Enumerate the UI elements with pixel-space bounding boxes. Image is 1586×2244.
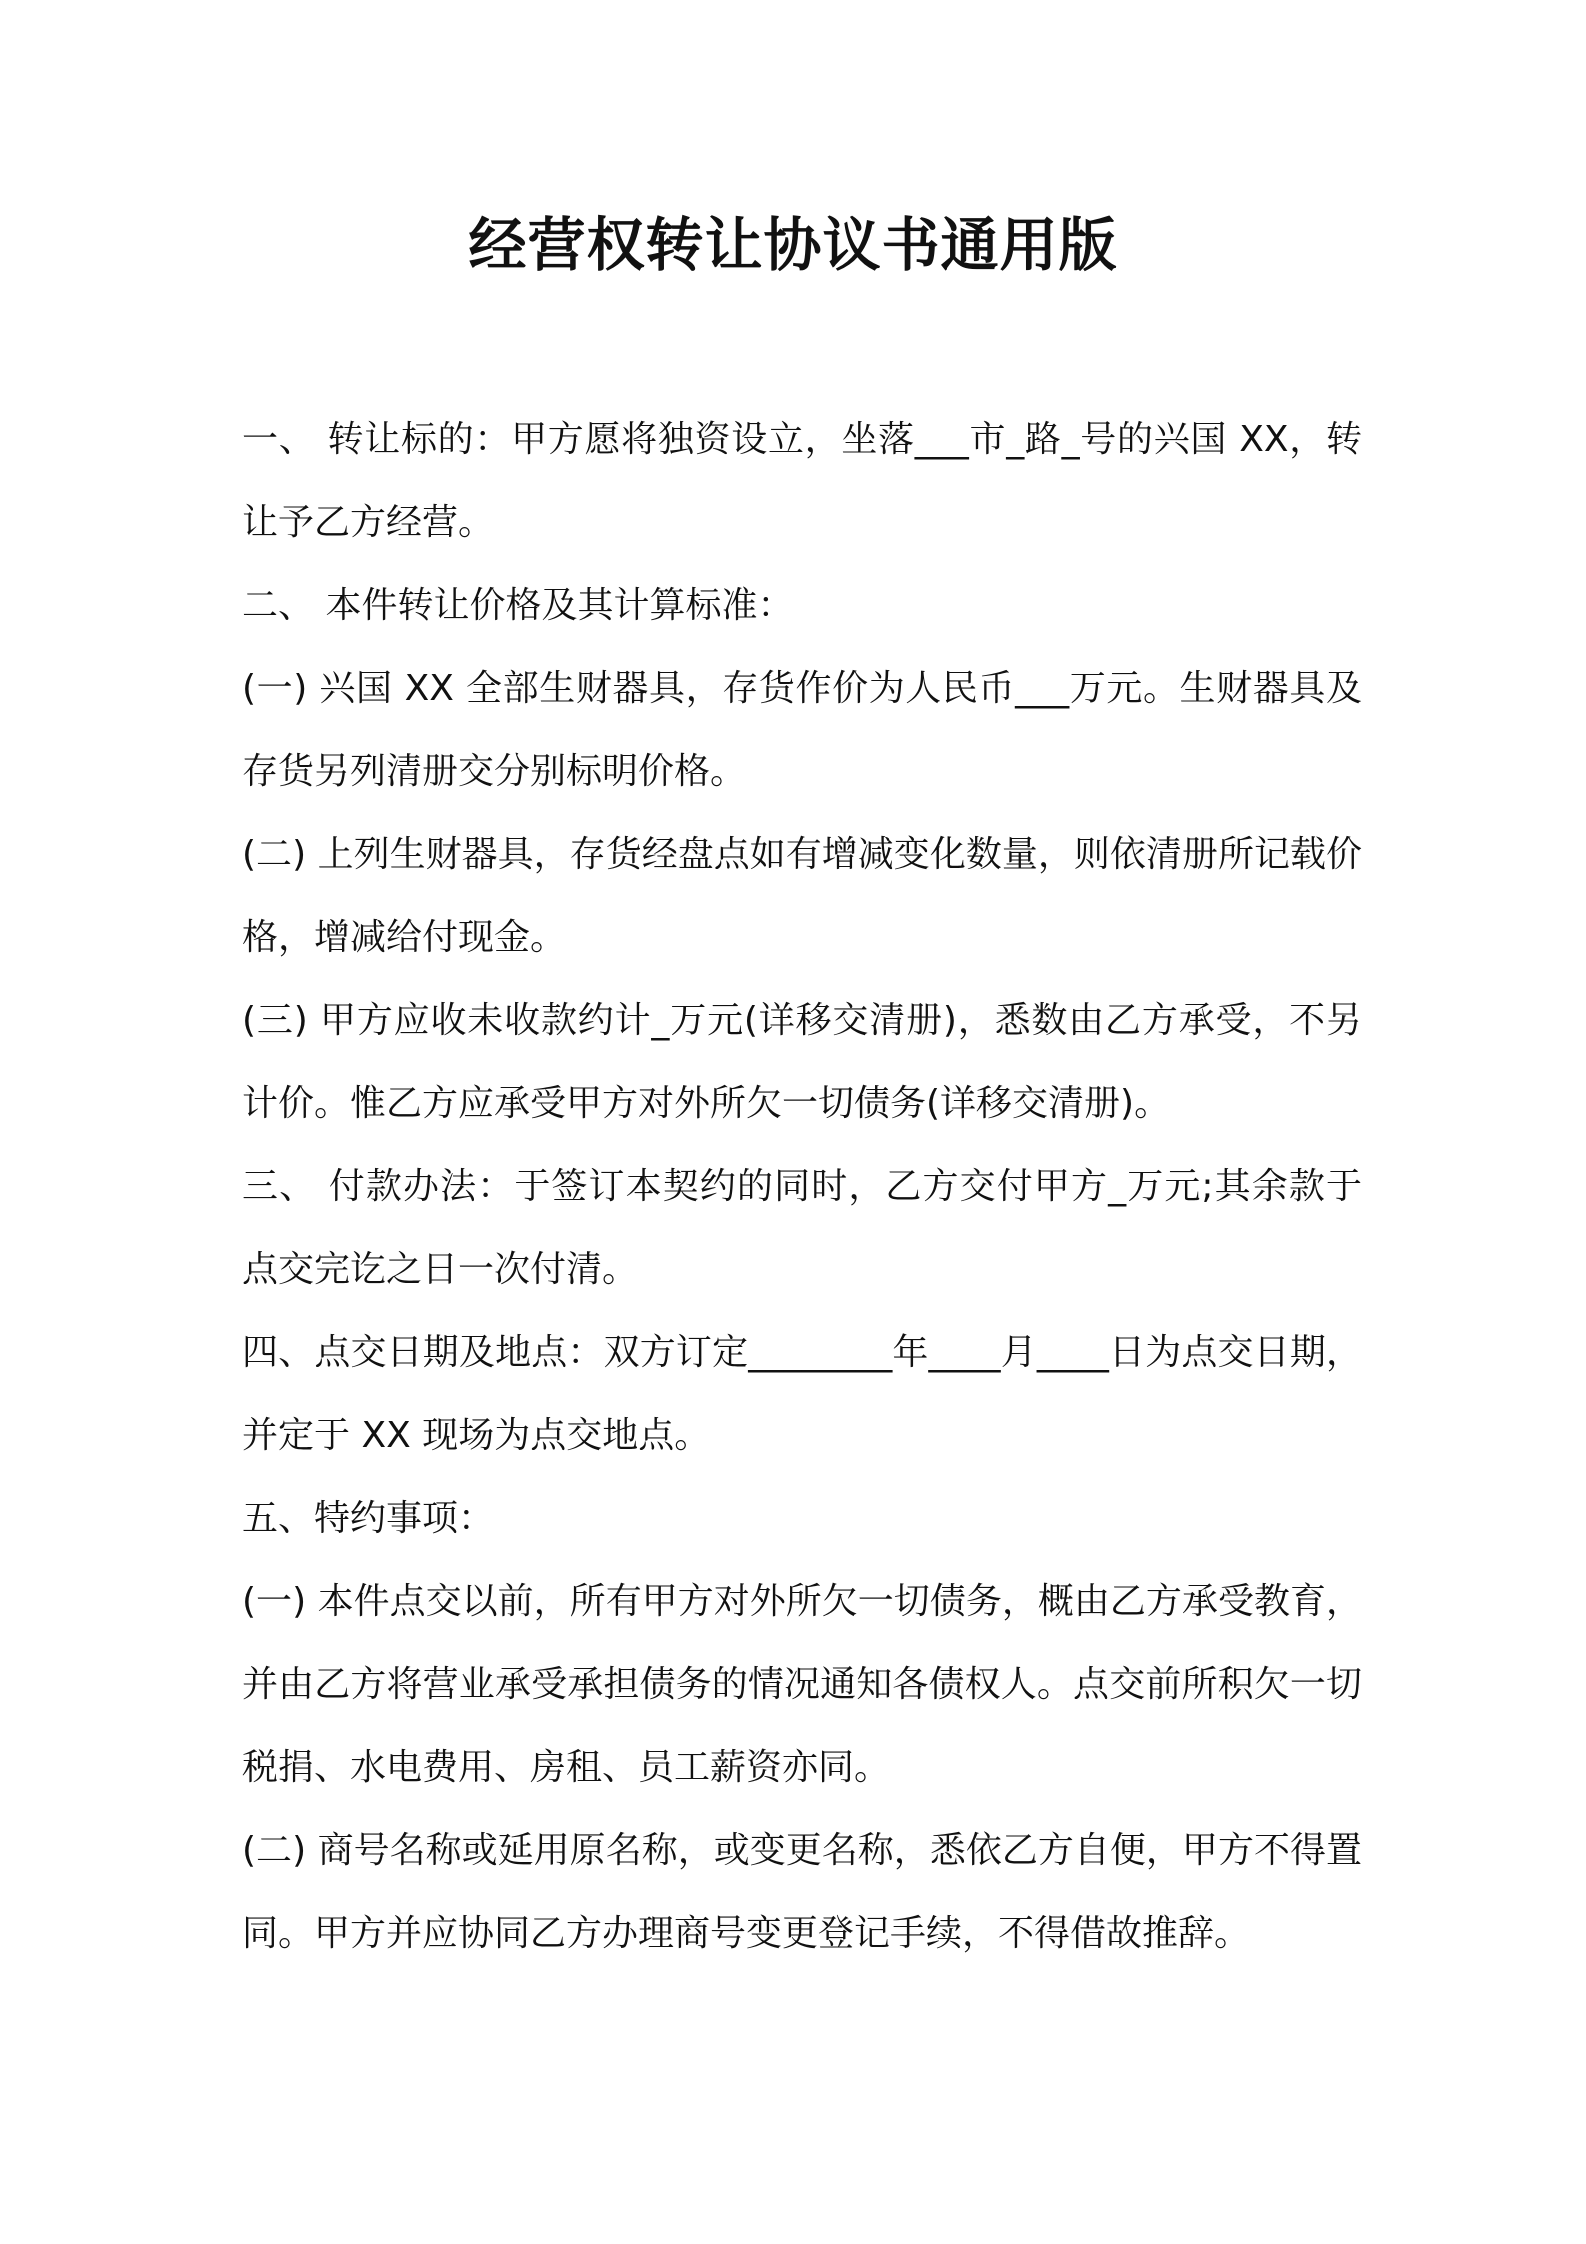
clause-4-handover-date: 四、点交日期及地点：双方订定________年____月____日为点交日期，并定于 XX 现场为点交地点。 [242,1332,1362,1456]
clause-2-item-1: (一) 兴国 XX 全部生财器具，存货作价为人民币___万元。生财器具及存货另列清册交分别标明价格。 [242,668,1362,792]
document-body [242,398,1362,1975]
clause-5-item-2: (二) 商号名称或延用原名称，或变更名称，悉依乙方自便，甲方不得置同。甲方并应协同乙方办理商号变更登记手续，不得借故推辞。 [242,1830,1362,1954]
clause-3-payment: 三、 付款办法：于签订本契约的同时，乙方交付甲方_万元;其余款于点交完讫之日一次付清。 [242,1166,1362,1290]
clause-5-item-1: (一) 本件点交以前，所有甲方对外所欠一切债务，概由乙方承受教育，并由乙方将营业承受承担债务的情况通知各债权人。点交前所积欠一切税捐、水电费用、房租、员工薪资亦同。 [242,1581,1362,1788]
clause-2-item-2: (二) 上列生财器具，存货经盘点如有增减变化数量，则依清册所记载价格，增减给付现金。 [242,834,1362,958]
clause-1-subject: 一、 转让标的：甲方愿将独资设立，坐落___市_路_号的兴国 XX，转让予乙方经营。 [242,419,1362,543]
clause-2-price-heading: 二、 本件转让价格及其计算标准： [242,585,794,626]
clause-2-item-3: (三) 甲方应收未收款约计_万元(详移交清册)，悉数由乙方承受，不另计价。惟乙方应承受甲方对外所欠一切债务(详移交清册)。 [242,1000,1362,1124]
clause-5-special-heading: 五、特约事项： [242,1498,495,1539]
document-title: 经营权转让协议书通用版 [468,211,1118,279]
